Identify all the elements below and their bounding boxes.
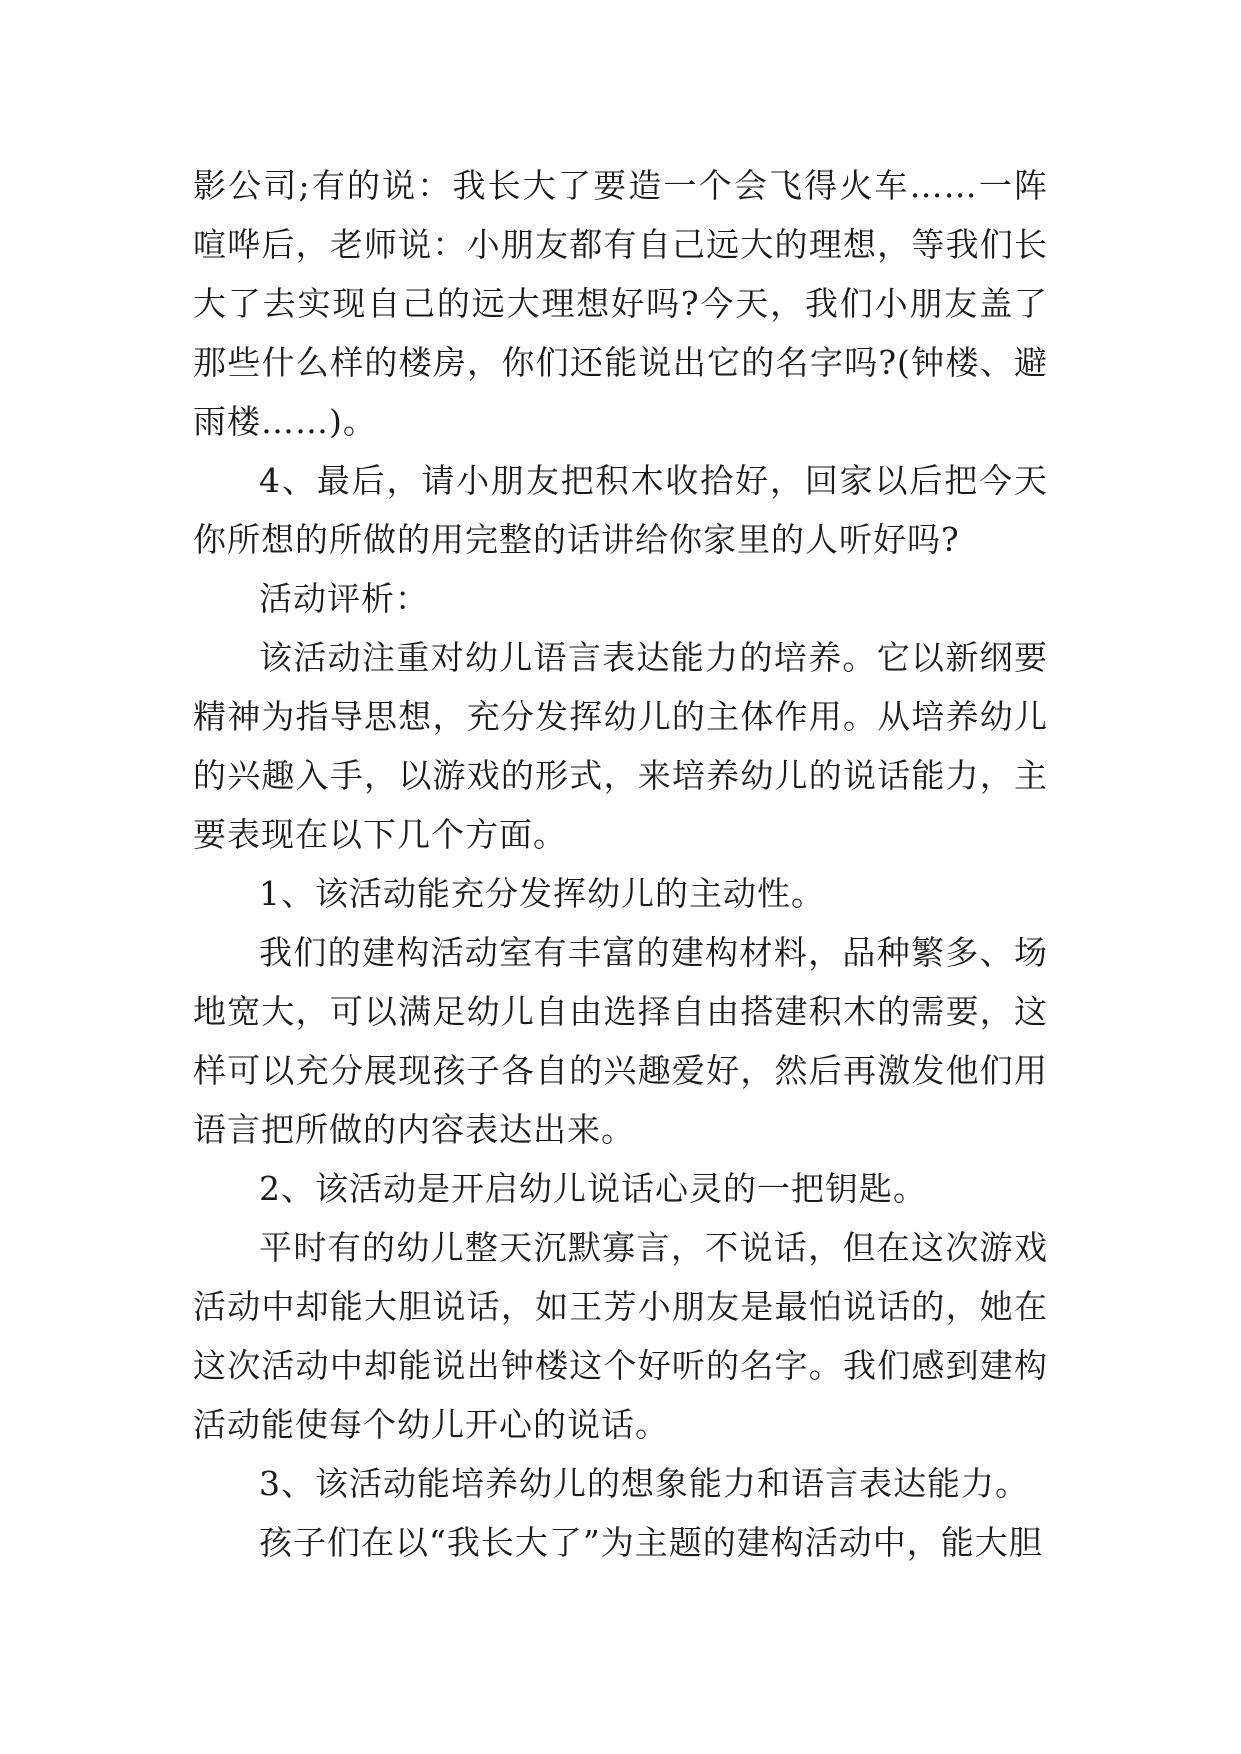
point-heading-2: 2、该活动是开启幼儿说话心灵的一把钥匙。 [259, 1169, 927, 1208]
point-heading-1: 1、该活动能充分发挥幼儿的主动性。 [259, 874, 825, 913]
paragraph-point-2: 平时有的幼儿整天沉默寡言，不说话，但在这次游戏活动中却能大胆说话，如王芳小朋友是最怕说话的，她在这次活动中却能说出钟楼这个好听的名字。我们感到建构活动能使每个幼儿开心的说话。 [193, 1228, 1048, 1444]
paragraph-continued: 影公司;有的说：我长大了要造一个会飞得火车……一阵喧哗后，老师说：小朋友都有自己远大的理想，等我们长大了去实现自己的远大理想好吗?今天，我们小朋友盖了那些什么样的楼房，你们还能说出它的名字吗?(钟楼、避雨楼……)。 [193, 166, 1048, 441]
paragraph-point-3: 孩子们在以“我长大了”为主题的建构活动中，能大胆 [259, 1523, 1043, 1562]
document-body [193, 156, 1048, 1572]
paragraph-step-4: 4、最后，请小朋友把积木收拾好，回家以后把今天你所想的所做的用完整的话讲给你家里的人听好吗? [193, 461, 1048, 559]
section-heading-activity-analysis: 活动评析： [259, 579, 429, 618]
paragraph-point-1: 我们的建构活动室有丰富的建构材料，品种繁多、场地宽大，可以满足幼儿自由选择自由搭建积木的需要，这样可以充分展现孩子各自的兴趣爱好，然后再激发他们用语言把所做的内容表达出来。 [193, 933, 1048, 1149]
paragraph-analysis-intro: 该活动注重对幼儿语言表达能力的培养。它以新纲要精神为指导思想，充分发挥幼儿的主体作用。从培养幼儿的兴趣入手，以游戏的形式，来培养幼儿的说话能力，主要表现在以下几个方面。 [193, 638, 1048, 854]
point-heading-3: 3、该活动能培养幼儿的想象能力和语言表达能力。 [259, 1464, 1029, 1503]
